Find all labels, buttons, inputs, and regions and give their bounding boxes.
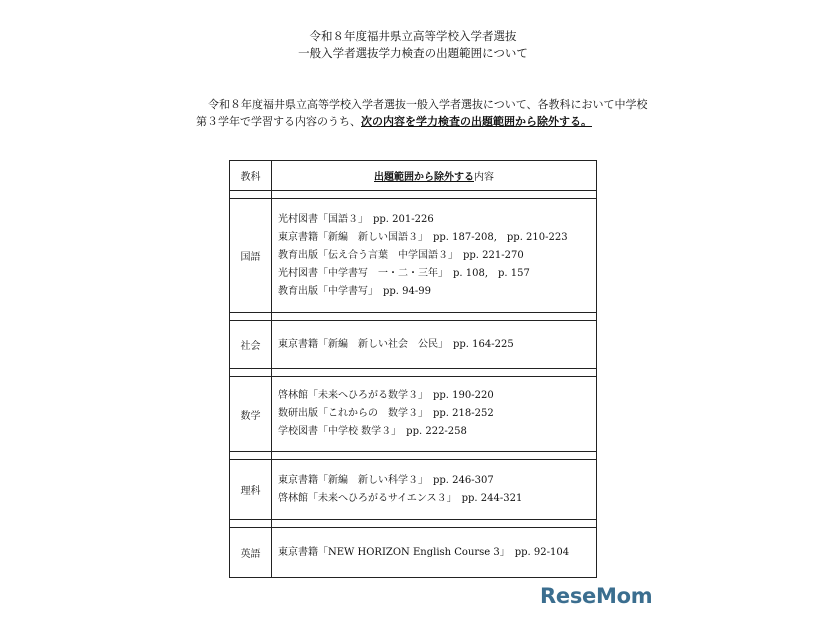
subject-cell: 理科 bbox=[230, 460, 272, 520]
table-row-japanese bbox=[230, 199, 597, 313]
content-item: 東京書籍「新編 新しい国語３」 pp. 187-208, pp. 210-223 bbox=[278, 231, 568, 243]
intro-emphasis: 次の内容を学力検査の出題範囲から除外する。 bbox=[361, 115, 592, 128]
table-spacer bbox=[230, 520, 597, 528]
content-item: 数研出版「これからの 数学３」 pp. 218-252 bbox=[278, 408, 494, 419]
table-spacer bbox=[230, 452, 597, 460]
table-spacer bbox=[230, 313, 597, 321]
subject-cell: 社会 bbox=[230, 321, 272, 369]
content-cell bbox=[272, 460, 597, 520]
table-spacer bbox=[230, 191, 597, 199]
content-cell bbox=[272, 199, 597, 313]
content-item: 学校図書「中学校 数学３」 pp. 222-258 bbox=[278, 426, 467, 437]
intro-paragraph bbox=[196, 96, 666, 130]
table-row-english bbox=[230, 528, 597, 578]
content-item: 教育出版「伝え合う言葉 中学国語３」 pp. 221-270 bbox=[278, 249, 524, 261]
title-line-2: 一般入学者選抜学力検査の出題範囲について bbox=[298, 46, 528, 60]
intro-line-2-prefix: 第３学年で学習する内容のうち、 bbox=[196, 115, 361, 128]
table-header-row bbox=[230, 161, 597, 191]
content-cell bbox=[272, 528, 597, 578]
table-row-science bbox=[230, 460, 597, 520]
subject-cell: 英語 bbox=[230, 528, 272, 578]
exam-range-table bbox=[229, 160, 597, 578]
header-subject: 教科 bbox=[230, 161, 272, 191]
content-item: 教育出版「中学書写」 pp. 94-99 bbox=[278, 285, 431, 297]
subject-cell: 数学 bbox=[230, 377, 272, 452]
content-item: 東京書籍「NEW HORIZON English Course 3」 pp. 92-104 bbox=[278, 546, 570, 558]
content-item: 光村図書「国語３」 pp. 201-226 bbox=[278, 213, 434, 225]
header-content-emph: 出題範囲から除外する bbox=[374, 172, 474, 183]
content-item: 光村図書「中学書写 一・二・三年」 p. 108, p. 157 bbox=[278, 267, 530, 279]
content-item: 東京書籍「新編 新しい科学３」 pp. 246-307 bbox=[278, 474, 494, 486]
table-spacer bbox=[230, 369, 597, 377]
content-item: 東京書籍「新編 新しい社会 公民」 pp. 164-225 bbox=[278, 338, 514, 350]
content-cell bbox=[272, 321, 597, 369]
logo-text-mom: Mom bbox=[595, 584, 653, 608]
document-title bbox=[0, 28, 826, 62]
title-line-1: 令和８年度福井県立高等学校入学者選抜 bbox=[309, 29, 517, 43]
logo-text-rese: Rese bbox=[540, 584, 596, 608]
header-content bbox=[272, 161, 597, 191]
content-item: 啓林館「未来へひろがる数学３」 pp. 190-220 bbox=[278, 390, 494, 401]
table-row-math bbox=[230, 377, 597, 452]
subject-cell: 国語 bbox=[230, 199, 272, 313]
header-content-rest: 内容 bbox=[474, 172, 494, 183]
content-cell bbox=[272, 377, 597, 452]
table-row-social bbox=[230, 321, 597, 369]
resemom-logo bbox=[540, 584, 652, 608]
intro-line-1: 令和８年度福井県立高等学校入学者選抜一般入学者選抜について、各教科において中学校 bbox=[208, 98, 648, 111]
content-item: 啓林館「未来へひろがるサイエンス３」 pp. 244-321 bbox=[278, 492, 523, 504]
intro-line-2 bbox=[196, 113, 666, 130]
